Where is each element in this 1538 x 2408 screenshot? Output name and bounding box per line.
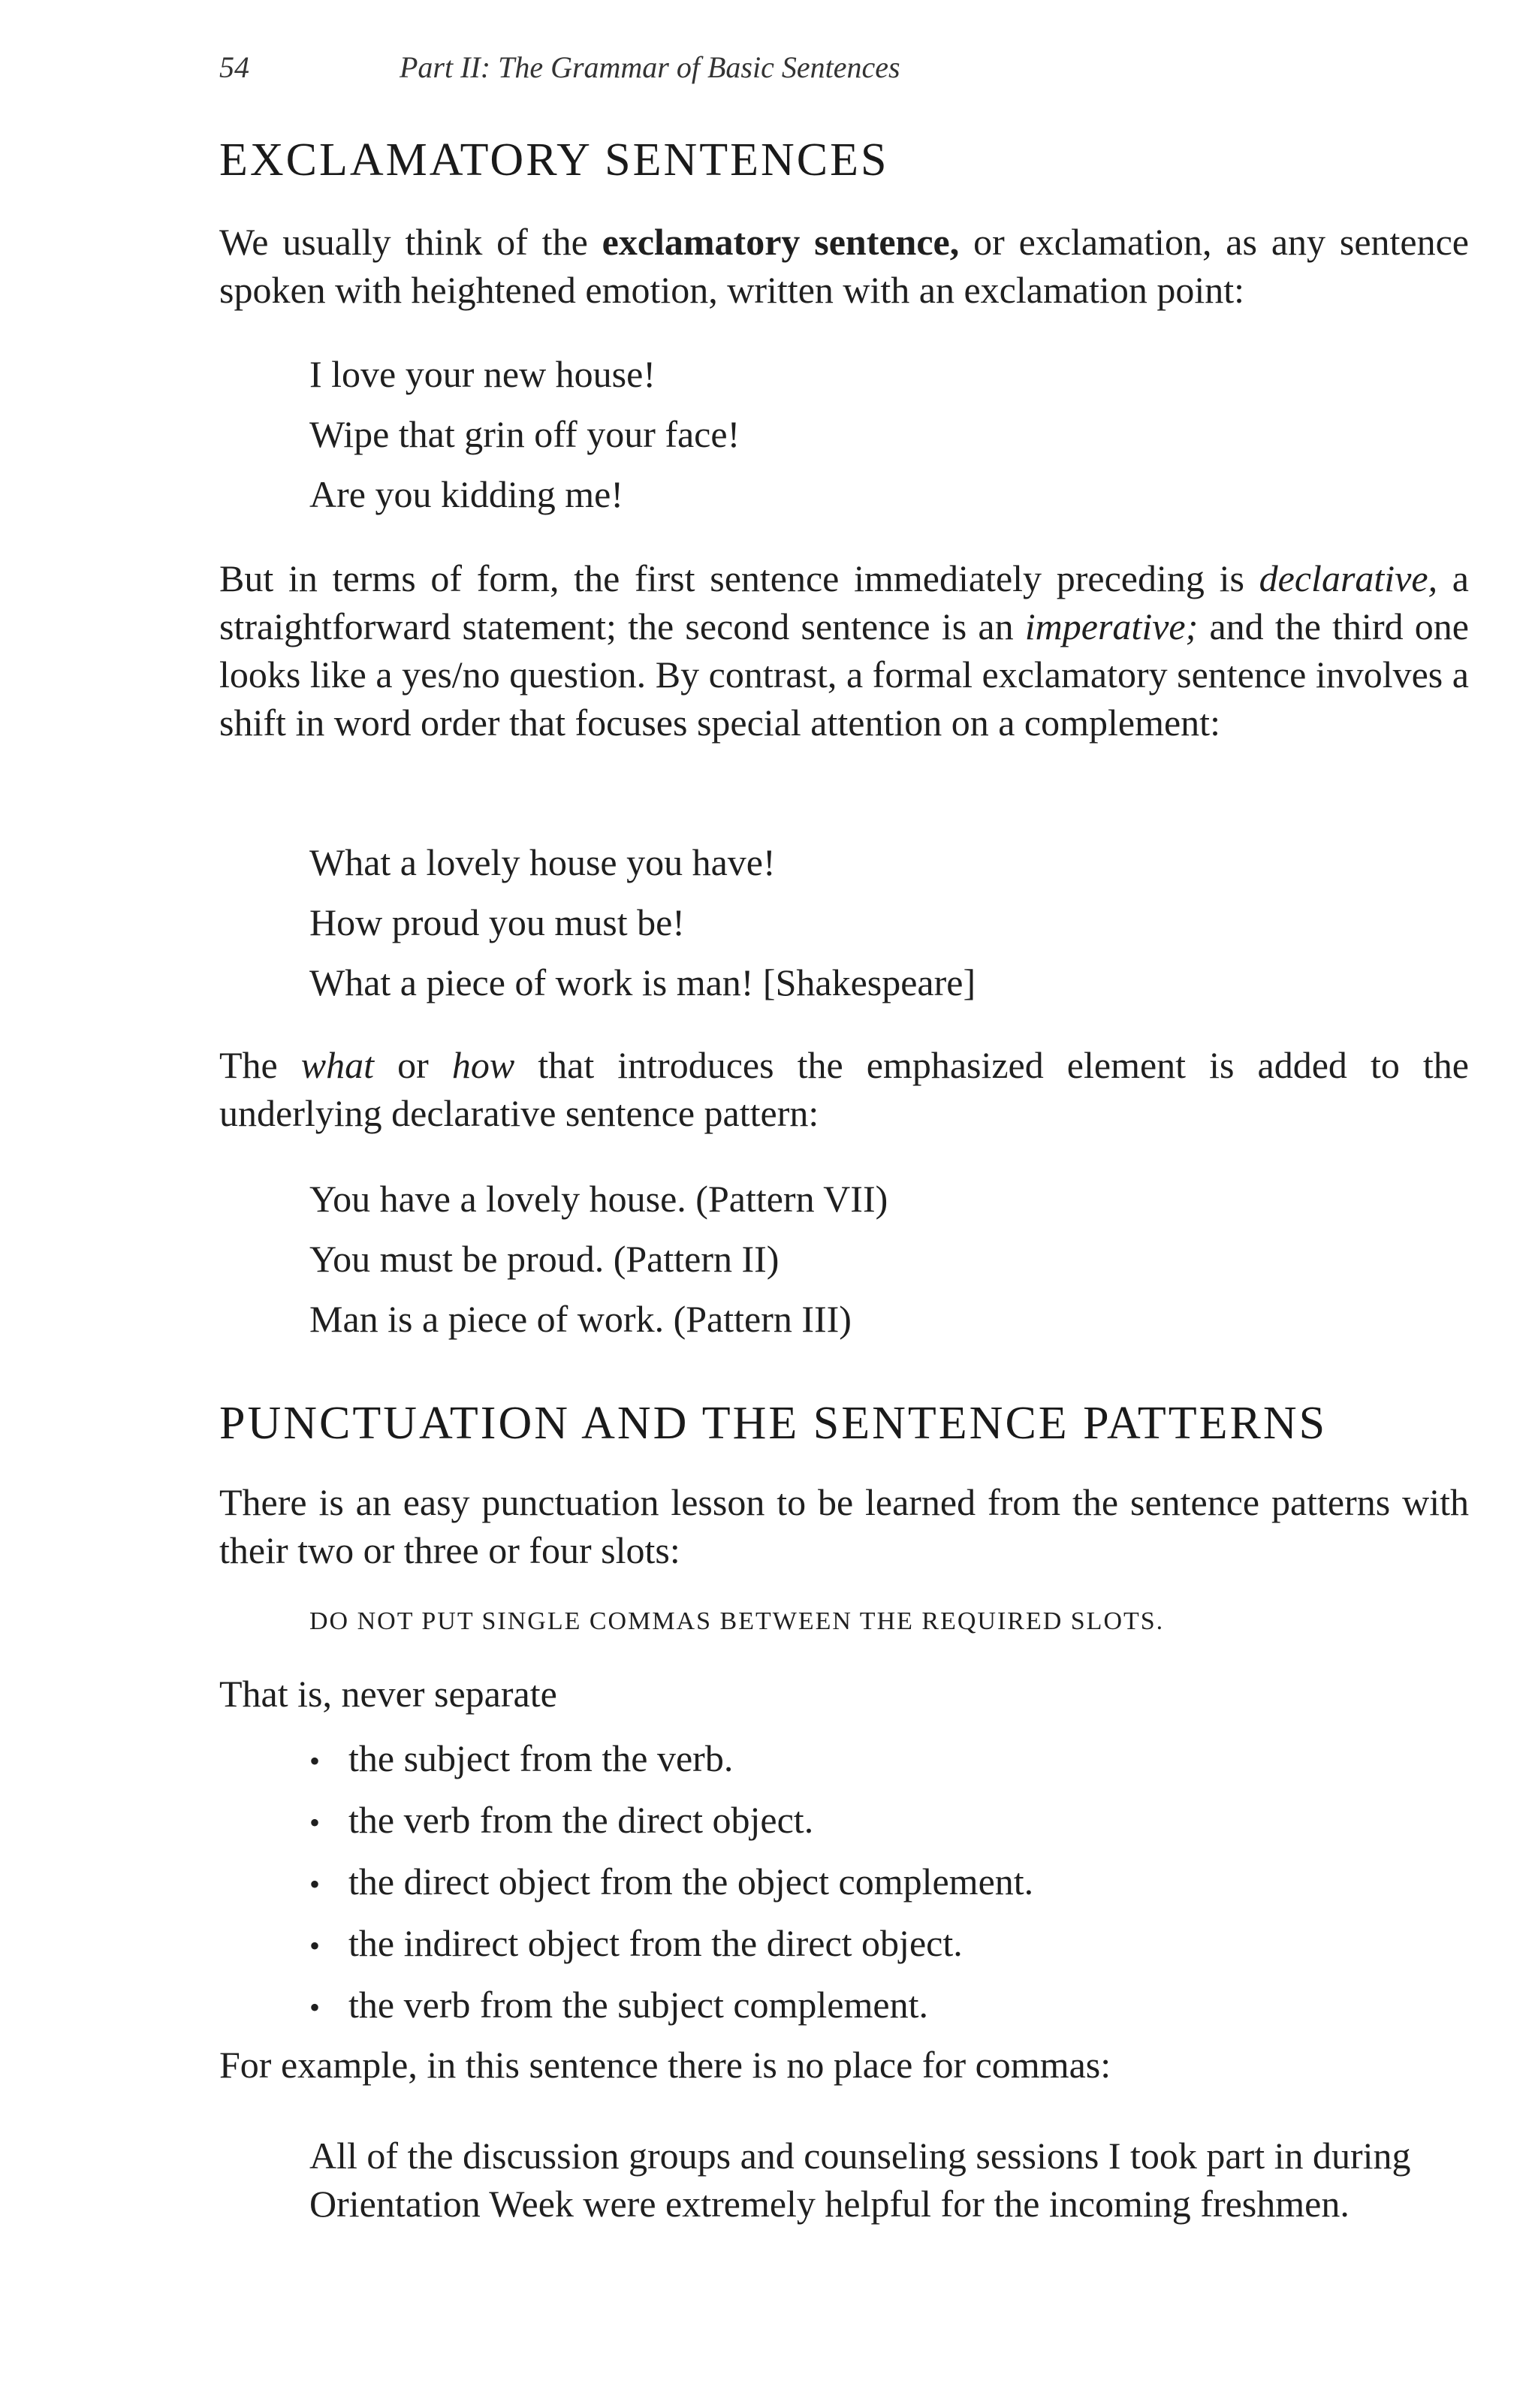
text-run: and the third one looks like a yes/no question. By contrast, a formal exclamatory sentence involves a shift in word order that focuses special attention on a complement: bbox=[219, 605, 1469, 744]
example-sentence: Are you kidding me! bbox=[309, 473, 623, 515]
bullet-icon: • bbox=[309, 1990, 321, 2024]
text-run: that introduces the emphasized element is added to the underlying declarative sentence pattern: bbox=[219, 1044, 1469, 1134]
bullet-text: the verb from the direct object. bbox=[348, 1799, 814, 1841]
italic-term: what bbox=[300, 1044, 375, 1086]
text-run: But in terms of form, the first sentence immediately preceding is bbox=[219, 557, 1259, 599]
paragraph-punctuation-intro: There is an easy punctuation lesson to be learned from the sentence patterns with their two or three or four slots: bbox=[219, 1481, 1469, 1571]
bullet-text: the verb from the subject complement. bbox=[348, 1984, 928, 2026]
running-head-title: Part II: The Grammar of Basic Sentences bbox=[400, 50, 900, 84]
example-sentence: Wipe that grin off your face! bbox=[309, 413, 740, 455]
bullet-item bbox=[309, 1728, 1033, 1789]
example-list-2 bbox=[309, 832, 1451, 1012]
example-sentence: How proud you must be! bbox=[309, 901, 685, 943]
bullet-item bbox=[309, 1974, 1033, 2035]
section-heading-punctuation: PUNCTUATION AND THE SENTENCE PATTERNS bbox=[219, 1398, 1328, 1449]
bullet-text: the subject from the verb. bbox=[348, 1737, 734, 1779]
example-sentence: Man is a piece of work. (Pattern III) bbox=[309, 1298, 852, 1340]
section-heading-exclamatory: EXCLAMATORY SENTENCES bbox=[219, 134, 889, 186]
text-run: We usually think of the bbox=[219, 221, 602, 263]
example-sentence: What a lovely house you have! bbox=[309, 841, 776, 883]
bullet-item bbox=[309, 1851, 1033, 1912]
italic-term: declarative, bbox=[1259, 557, 1438, 599]
text-run: or exclamation, as any sentence spoken with heightened emotion, written with an exclamation point: bbox=[219, 221, 1469, 311]
paragraph-exclamatory-intro bbox=[219, 218, 1469, 314]
never-separate-intro: That is, never separate bbox=[219, 1673, 557, 1715]
bullet-text: the indirect object from the direct object. bbox=[348, 1922, 963, 1964]
bold-term: exclamatory sentence, bbox=[602, 221, 960, 263]
page-number: 54 bbox=[219, 50, 249, 84]
bullet-item bbox=[309, 1789, 1033, 1851]
bullet-list bbox=[309, 1728, 1033, 2035]
paragraph-what-how bbox=[219, 1041, 1469, 1137]
example-sentence: What a piece of work is man! [Shakespeare] bbox=[309, 961, 976, 1003]
italic-term: imperative; bbox=[1024, 605, 1199, 647]
paragraph-form bbox=[219, 554, 1469, 747]
example-list-3 bbox=[309, 1169, 1451, 1349]
text-run: The bbox=[219, 1044, 301, 1086]
example-intro: For example, in this sentence there is no place for commas: bbox=[219, 2044, 1111, 2086]
text-run: or bbox=[374, 1044, 452, 1086]
no-comma-example: All of the discussion groups and counseling sessions I took part in during Orientation Week were extremely helpful for the incoming freshmen. bbox=[309, 2135, 1411, 2225]
example-list-1 bbox=[309, 344, 1451, 524]
bullet-icon: • bbox=[309, 1929, 321, 1963]
bullet-text: the direct object from the object complement. bbox=[348, 1860, 1034, 1903]
running-head bbox=[219, 50, 900, 85]
example-sentence: You must be proud. (Pattern II) bbox=[309, 1238, 780, 1280]
example-sentence: I love your new house! bbox=[309, 353, 656, 395]
punctuation-rule: DO NOT PUT SINGLE COMMAS BETWEEN THE REQUIRED SLOTS. bbox=[309, 1607, 1165, 1635]
example-sentence: You have a lovely house. (Pattern VII) bbox=[309, 1178, 888, 1220]
bullet-icon: • bbox=[309, 1806, 321, 1839]
bullet-item bbox=[309, 1912, 1033, 1974]
text-run: a straightforward statement; the second sentence is an bbox=[219, 557, 1469, 647]
bullet-icon: • bbox=[309, 1867, 321, 1901]
italic-term: how bbox=[451, 1044, 515, 1086]
bullet-icon: • bbox=[309, 1744, 321, 1778]
